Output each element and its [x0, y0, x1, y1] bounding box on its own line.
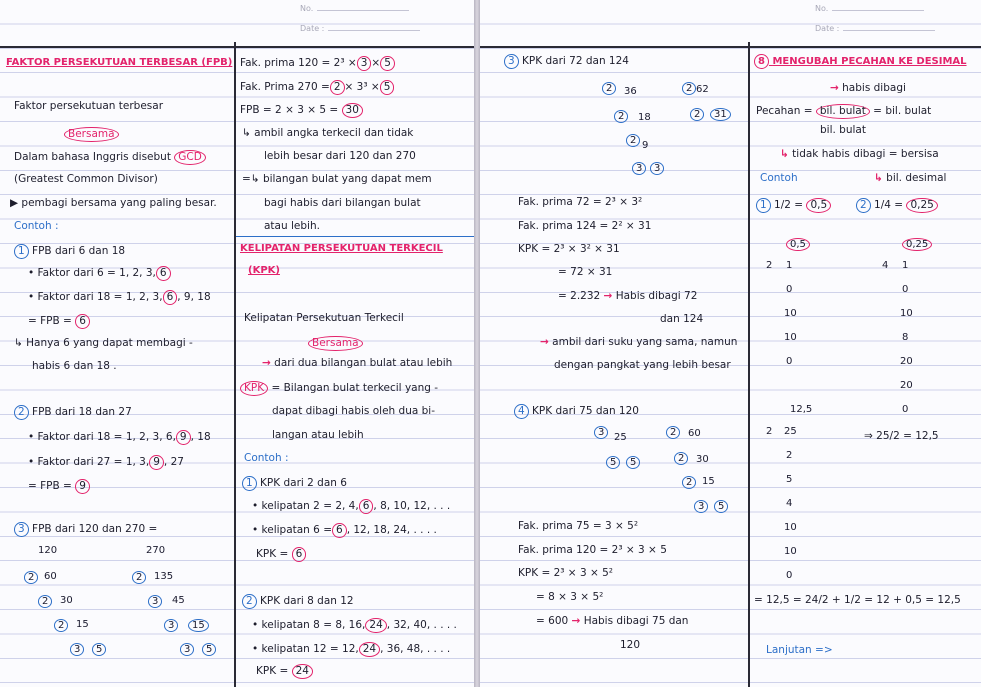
lanjutan-link[interactable]: Lanjutan => [766, 644, 833, 656]
kpk-example-2-line-1: • kelipatan 8 = 8, 16, 24 , 32, 40, . . . . [252, 619, 457, 631]
kpk-72-124-line-3: = 2.232 → Habis dibagi 72 [558, 290, 698, 302]
kpk-example-4-title: 4 KPK dari 75 dan 120 [514, 404, 639, 419]
fpb-note-1b: lebih besar dari 120 dan 270 [264, 150, 416, 162]
kpk-75-120-line-3: = 600 → Habis dibagi 75 dan [536, 615, 689, 627]
step: 10 [784, 332, 797, 343]
quotient: 0,25 [902, 238, 932, 251]
tree-node: 135 [154, 571, 174, 582]
tree-node: 60 [44, 571, 57, 582]
desimal-example-2: 2 1/4 = 0,25 [856, 198, 938, 213]
quotient: 0,5 [786, 238, 810, 251]
left-page [0, 0, 474, 687]
tidak-habis-dibagi-label: ↳ tidak habis dibagi = bersisa [780, 148, 939, 160]
tree-node: 2 [682, 476, 696, 489]
fak-prima-72: Fak. prima 72 = 2³ × 3² [518, 196, 643, 208]
fak-prima-124: Fak. prima 124 = 2² × 31 [518, 220, 652, 232]
fpb-example-1-note-1: ↳ Hanya 6 yang dapat membagi - [14, 337, 193, 349]
tree-node: 60 [688, 428, 701, 439]
tree-node: 9 [642, 140, 649, 151]
date-label: Date : [300, 24, 420, 33]
tree-node: 5 [202, 643, 216, 656]
tree-node: 2 [54, 619, 68, 632]
tree-node: 30 [696, 454, 709, 465]
fak-prima-270: Fak. Prima 270 = 2 × 3³ × 5 [240, 80, 394, 95]
dividend: 1 [902, 260, 909, 271]
step: 2 [786, 450, 793, 461]
tree-node: 2 [24, 571, 38, 584]
date-label-right: Date : [815, 24, 935, 33]
tree-node: 15 [188, 619, 209, 632]
tree-node: 5 [92, 643, 106, 656]
quotient: 12,5 [790, 404, 813, 415]
step: 10 [900, 308, 913, 319]
tree-node: 120 [38, 545, 58, 556]
step: 0 [902, 404, 909, 415]
fpb-example-1-line-2: • Faktor dari 18 = 1, 2, 3, 6 , 9, 18 [28, 291, 211, 303]
no-label-right: No. [815, 4, 924, 13]
kpk-note-2: dengan pangkat yang lebih besar [554, 359, 731, 371]
step: 8 [902, 332, 909, 343]
tree-node: 3 [180, 643, 194, 656]
tree-node: 3 [694, 500, 708, 513]
kpk-example-1-line-2: • kelipatan 6 = 6 , 12, 18, 24, . . . . [252, 524, 437, 536]
tree-node: 45 [172, 595, 185, 606]
dividend: 1 [786, 260, 793, 271]
tree-node: 31 [710, 108, 731, 121]
pecahan-denominator: bil. bulat [820, 124, 866, 136]
section-title-kpk: KELIPATAN PERSEKUTUAN TERKECIL [240, 243, 443, 254]
kpk-72-124-line-4: dan 124 [660, 313, 704, 325]
tree-node: 2 [38, 595, 52, 608]
kpk-example-1-line-1: • kelipatan 2 = 2, 4, 6 , 8, 10, 12, . . . [252, 500, 451, 512]
step: 0 [786, 570, 793, 581]
fpb-example-2-line-1: • Faktor dari 18 = 1, 2, 3, 6, 9 , 18 [28, 431, 211, 443]
no-label: No. [300, 4, 409, 13]
fpb-note-1a: ↳ ambil angka terkecil dan tidak [242, 127, 414, 139]
tree-node: 2 [666, 426, 680, 439]
fpb-note-2c: atau lebih. [264, 220, 320, 232]
top-rule-right [480, 46, 981, 48]
fpb-example-1-result: = FPB = 6 [28, 314, 90, 329]
fpb-def-2: Dalam bahasa Inggris disebut GCD [14, 150, 206, 165]
fpb-result-120-270: FPB = 2 × 3 × 5 = 30 [240, 103, 363, 118]
kpk-75-120-line-2: = 8 × 3 × 5² [536, 591, 604, 603]
blue-divider [236, 236, 474, 237]
column-divider [234, 42, 236, 687]
tree-node: 2 [690, 108, 704, 121]
desimal-sum: = 12,5 = 24/2 + 1/2 = 12 + 0,5 = 12,5 [754, 594, 961, 606]
kpk-def-5: langan atau lebih [272, 429, 364, 441]
tree-node: 3 [70, 643, 84, 656]
step: 0 [902, 284, 909, 295]
step: 20 [900, 380, 913, 391]
gcd-label: GCD [174, 150, 206, 165]
tree-node: 270 [146, 545, 166, 556]
fpb-def-2b: (Greatest Common Divisor) [14, 173, 158, 185]
contoh-label-3: Contoh [760, 172, 798, 184]
tree-node: 5 [626, 456, 640, 469]
kpk-def-3: KPK = Bilangan bulat terkecil yang - [240, 381, 438, 396]
contoh-label: Contoh : [14, 220, 59, 232]
divisor: 2 [766, 426, 773, 437]
fpb-note-2b: bagi habis dari bilangan bulat [264, 197, 421, 209]
fak-prima-120-b: Fak. prima 120 = 2³ × 3 × 5 [518, 544, 667, 556]
tree-node: 30 [60, 595, 73, 606]
divisor: 2 [766, 260, 773, 271]
tree-node: 3 [594, 426, 608, 439]
tree-node: 3 [164, 619, 178, 632]
step: 10 [784, 308, 797, 319]
kpk-example-2-title: 2 KPK dari 8 dan 12 [242, 594, 354, 609]
kpk-def-2: → dari dua bilangan bulat atau lebih [262, 357, 453, 369]
bil-desimal-label: ↳ bil. desimal [874, 172, 947, 184]
step: 0 [786, 356, 793, 367]
kpk-note-1: → ambil dari suku yang sama, namun [540, 336, 738, 348]
step: 4 [786, 498, 793, 509]
tree-node: 5 [606, 456, 620, 469]
kpk-def-4: dapat dibagi habis oleh dua bi- [272, 405, 435, 417]
tree-node: 2 [132, 571, 146, 584]
fpb-example-2-result: = FPB = 9 [28, 479, 90, 494]
kpk-abbrev: (KPK) [248, 265, 280, 276]
fpb-example-2-line-2: • Faktor dari 27 = 1, 3, 9 , 27 [28, 456, 184, 468]
column-divider-right [748, 42, 750, 687]
kpk-75-120-line-1: KPK = 2³ × 3 × 5² [518, 567, 613, 579]
tree-node: 3 [650, 162, 664, 175]
fpb-def-3: ▶ pembagi bersama yang paling besar. [10, 197, 217, 209]
desimal-example-1: 1 1/2 = 0,5 [756, 198, 831, 213]
tree-node: 3 [148, 595, 162, 608]
step: 10 [784, 546, 797, 557]
tree-node: 15 [76, 619, 89, 630]
bersama-label-2: Bersama [308, 336, 363, 351]
tree-node: 15 [702, 476, 715, 487]
kpk-example-1-title: 1 KPK dari 2 dan 6 [242, 476, 347, 491]
top-rule [0, 46, 474, 48]
section-title-desimal: 8 MENGUBAH PECAHAN KE DESIMAL [754, 54, 967, 69]
step: 20 [900, 356, 913, 367]
step: 0 [786, 284, 793, 295]
section-title-fpb: FAKTOR PERSEKUTUAN TERBESAR (FPB) [6, 57, 233, 68]
kpk-72-124-line-1: KPK = 2³ × 3² × 31 [518, 243, 620, 255]
bersama-label: Bersama [64, 127, 119, 142]
tree-node: 2 [614, 110, 628, 123]
contoh-label-2: Contoh : [244, 452, 289, 464]
fpb-example-1-note-2: habis 6 dan 18 . [32, 360, 117, 372]
fpb-def-1: Faktor persekutuan terbesar [14, 100, 164, 112]
kpk-example-1-result: KPK = 6 [256, 547, 306, 562]
tree-node: 2 [602, 82, 616, 95]
kpk-example-3-title: 3 KPK dari 72 dan 124 [504, 54, 629, 69]
fpb-example-3-title: 3 FPB dari 120 dan 270 = [14, 522, 157, 537]
dividend: 25 [784, 426, 797, 437]
habis-dibagi-label: → habis dibagi [830, 82, 906, 94]
kpk-def-1: Kelipatan Persekutuan Terkecil [244, 312, 404, 324]
tree-node: 2 [682, 82, 696, 95]
fak-prima-120: Fak. prima 120 = 2³ × 3 × 5 [240, 56, 395, 71]
pecahan-rule: Pecahan = bil. bulat = bil. bulat [756, 105, 932, 117]
tree-node: 2 [674, 452, 688, 465]
kpk-75-120-line-4: 120 [620, 639, 641, 651]
right-page [480, 0, 981, 687]
tree-node: 2 [626, 134, 640, 147]
fpb-note-2a: =↳ bilangan bulat yang dapat mem [242, 173, 432, 185]
tree-node: 3 [632, 162, 646, 175]
fpb-example-1-line-1: • Faktor dari 6 = 1, 2, 3, 6 [28, 266, 171, 281]
step: 5 [786, 474, 793, 485]
tree-node: 18 [638, 112, 651, 123]
divisor: 4 [882, 260, 889, 271]
step: 10 [784, 522, 797, 533]
tree-node: 5 [714, 500, 728, 513]
tree-node: 36 [624, 86, 637, 97]
kpk-example-2-line-2: • kelipatan 12 = 12, 24 , 36, 48, . . . . [252, 643, 451, 655]
fpb-example-2-title: 2 FPB dari 18 dan 27 [14, 405, 132, 420]
fpb-example-1-title: 1 FPB dari 6 dan 18 [14, 244, 125, 259]
fak-prima-75: Fak. prima 75 = 3 × 5² [518, 520, 639, 532]
tree-node: 25 [614, 432, 627, 443]
tree-node: 62 [696, 84, 709, 95]
kpk-72-124-line-2: = 72 × 31 [558, 266, 613, 278]
desimal-result-3: ⇒ 25/2 = 12,5 [864, 430, 939, 442]
kpk-example-2-result: KPK = 24 [256, 664, 313, 679]
